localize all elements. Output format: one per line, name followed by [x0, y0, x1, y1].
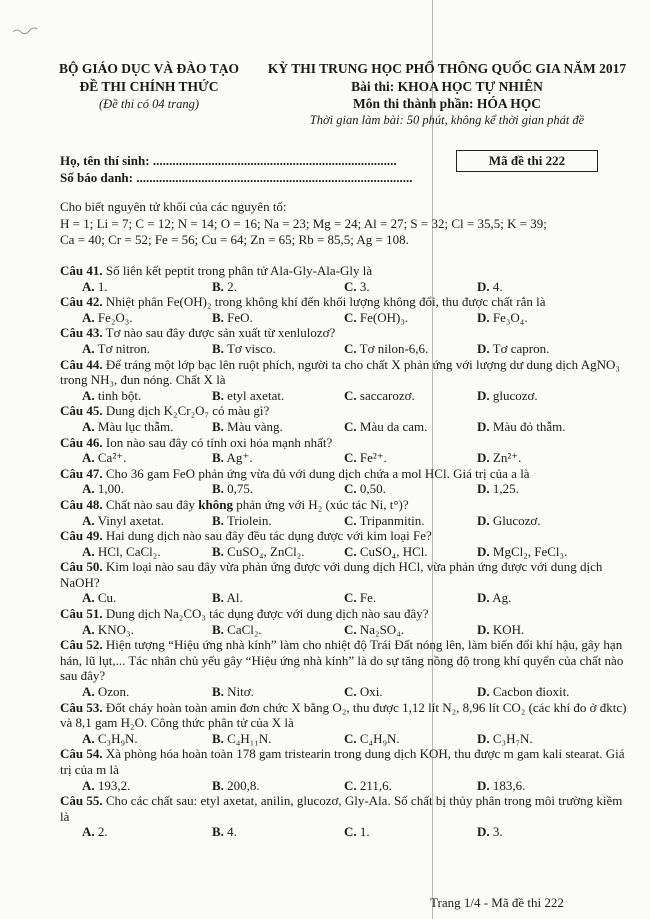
- option-text: 1.: [97, 278, 108, 294]
- answer-options: [60, 450, 628, 466]
- answer-option: [477, 279, 607, 295]
- option-letter: A.: [82, 621, 95, 637]
- option-letter: B.: [212, 418, 224, 434]
- answer-option: [344, 279, 477, 295]
- option-letter: A.: [82, 824, 95, 840]
- answer-option: [344, 388, 477, 404]
- answer-option: [212, 481, 344, 497]
- answer-option: [212, 731, 344, 747]
- option-letter: C.: [344, 340, 357, 356]
- option-letter: C.: [344, 621, 357, 637]
- question-number: Câu 43.: [60, 325, 103, 341]
- question-stem: [60, 466, 628, 482]
- subject-line: Bài thi: KHOA HỌC TỰ NHIÊN: [351, 79, 543, 94]
- option-text: 200,8.: [227, 777, 260, 793]
- answer-option: [477, 731, 607, 747]
- question-text: Dung dịch Na₂CO₃ tác dụng được với dung dịch nào sau đây?: [105, 606, 429, 622]
- question: [60, 793, 628, 840]
- option-text: HCl, CaCl₂.: [97, 543, 161, 559]
- question-list: [60, 263, 628, 840]
- answer-option: [82, 544, 212, 560]
- page-footer: Trang 1/4 - Mã đề thi 222: [430, 895, 564, 910]
- option-text: KOH.: [492, 621, 525, 637]
- option-text: Màu lục thẫm.: [97, 418, 174, 434]
- answer-option: [477, 622, 607, 638]
- answer-option: [212, 824, 344, 840]
- question-text: Hiện tượng “Hiệu ứng nhà kính” làm cho nhiệt độ Trái Đất nóng lên, làm biến đổi khí hậu, gây hạn hán, lũ lụt,... Tác nhân chủ yếu gây “Hiệu ứng nhà kính” là do sự tăng nồng độ trong khí quyển của chất nào sau đây?: [60, 637, 624, 684]
- question: [60, 746, 628, 793]
- option-letter: B.: [212, 512, 224, 528]
- answer-option: [212, 450, 344, 466]
- answer-options: [60, 590, 628, 606]
- option-letter: D.: [477, 387, 490, 403]
- answer-option: [212, 590, 344, 606]
- answer-option: [477, 450, 607, 466]
- question-text: Kim loại nào sau đây vừa phản ứng được với dung dịch HCl, vừa phản ứng được với dung dịch NaOH?: [60, 559, 603, 590]
- option-letter: D.: [477, 278, 490, 294]
- candidate-name-field: Họ, tên thí sinh: ...........................................................................: [60, 153, 397, 168]
- option-letter: D.: [477, 481, 490, 497]
- answer-option: [344, 824, 477, 840]
- question-text: Cho 36 gam FeO phản ứng vừa đủ với dung dịch chứa a mol HCl. Giá trị của a là: [105, 465, 530, 481]
- option-letter: D.: [477, 777, 490, 793]
- option-letter: D.: [477, 309, 490, 325]
- option-letter: A.: [82, 481, 95, 497]
- option-text: Màu vàng.: [227, 418, 283, 434]
- answer-option: [212, 622, 344, 638]
- option-text: CaCl₂.: [227, 621, 262, 637]
- question-stem: [60, 403, 628, 419]
- option-text: Fe²⁺.: [359, 450, 387, 466]
- option-text: 0,50.: [359, 481, 386, 497]
- answer-options: [60, 731, 628, 747]
- answer-option: [82, 310, 212, 326]
- option-letter: B.: [212, 309, 224, 325]
- option-letter: C.: [344, 684, 357, 700]
- option-text: Ag⁺.: [226, 450, 253, 466]
- answer-option: [82, 481, 212, 497]
- option-letter: A.: [82, 418, 95, 434]
- option-letter: D.: [477, 340, 490, 356]
- option-text: Na₂SO₄.: [359, 621, 404, 637]
- question: [60, 528, 628, 559]
- question-stem: [60, 497, 628, 513]
- answer-option: [82, 684, 212, 700]
- answer-options: [60, 388, 628, 404]
- atomic-masses-line: H = 1; Li = 7; C = 12; N = 14; O = 16; Na = 23; Mg = 24; Al = 27; S = 32; Cl = 35,5; K = 39;: [60, 215, 547, 231]
- option-letter: A.: [82, 543, 95, 559]
- answer-option: [212, 419, 344, 435]
- answer-option: [82, 419, 212, 435]
- question-number: Câu 42.: [60, 294, 103, 310]
- question: [60, 606, 628, 637]
- question-number: Câu 46.: [60, 434, 103, 450]
- option-text: 193,2.: [97, 777, 131, 793]
- option-text: 3.: [492, 824, 503, 840]
- option-letter: A.: [82, 777, 95, 793]
- option-text: Fe₃O₄.: [492, 309, 528, 325]
- answer-option: [477, 513, 607, 529]
- option-text: saccarozơ.: [359, 387, 415, 403]
- header-left: [54, 60, 244, 113]
- header-right: [262, 60, 632, 129]
- answer-option: [344, 622, 477, 638]
- answer-option: [82, 450, 212, 466]
- answer-option: [477, 388, 607, 404]
- exam-title: KỲ THI TRUNG HỌC PHỔ THÔNG QUỐC GIA NĂM 2017: [267, 61, 627, 76]
- option-text: tinh bột.: [97, 387, 142, 403]
- option-text: Tơ capron.: [492, 340, 550, 356]
- option-letter: B.: [212, 684, 224, 700]
- answer-option: [344, 419, 477, 435]
- question: [60, 403, 628, 434]
- option-text: C₄H₉N.: [359, 730, 400, 746]
- option-letter: D.: [477, 824, 490, 840]
- option-text: etyl axetat.: [227, 387, 285, 403]
- component-subject-line: Môn thi thành phần: HÓA HỌC: [353, 96, 541, 111]
- question: [60, 294, 628, 325]
- answer-option: [344, 590, 477, 606]
- question: [60, 700, 628, 747]
- answer-option: [82, 824, 212, 840]
- answer-options: [60, 481, 628, 497]
- exam-code-box: Mã đề thi 222: [456, 150, 598, 172]
- question-number: Câu 52.: [60, 637, 103, 653]
- answer-option: [477, 310, 607, 326]
- option-text: 1,00.: [97, 481, 124, 497]
- answer-option: [344, 481, 477, 497]
- answer-option: [82, 622, 212, 638]
- option-text: Nitơ.: [227, 684, 254, 700]
- answer-option: [82, 778, 212, 794]
- option-text: Vinyl axetat.: [97, 512, 165, 528]
- option-letter: B.: [212, 621, 224, 637]
- question: [60, 263, 628, 294]
- option-letter: C.: [344, 278, 357, 294]
- option-letter: D.: [477, 512, 490, 528]
- answer-option: [212, 544, 344, 560]
- option-letter: C.: [344, 512, 357, 528]
- option-text: Cacbon đioxit.: [492, 684, 570, 700]
- option-letter: B.: [212, 730, 224, 746]
- option-text: Fe₂O₃.: [97, 309, 133, 325]
- answer-options: [60, 279, 628, 295]
- answer-option: [212, 388, 344, 404]
- answer-option: [477, 341, 607, 357]
- option-letter: B.: [212, 340, 224, 356]
- answer-option: [344, 778, 477, 794]
- answer-option: [212, 310, 344, 326]
- answer-options: [60, 778, 628, 794]
- option-text: Tơ nitron.: [97, 340, 151, 356]
- option-letter: B.: [212, 824, 224, 840]
- option-text: Zn²⁺.: [492, 450, 522, 466]
- question-text: Cho các chất sau: etyl axetat, anilin, glucozơ, Gly-Ala. Số chất bị thủy phân trong môi trường kiềm là: [60, 793, 623, 824]
- question-text: Chất nào sau đây: [105, 496, 199, 512]
- option-text: 3.: [359, 278, 370, 294]
- atomic-masses-intro: Cho biết nguyên tử khối của các nguyên tố:: [60, 199, 287, 214]
- answer-options: [60, 341, 628, 357]
- question-stem: [60, 746, 628, 777]
- question-stem: [60, 294, 628, 310]
- option-letter: B.: [212, 777, 224, 793]
- question-text: Nhiệt phân Fe(OH)₂ trong không khí đến khối lượng không đổi, thu được chất rắn là: [105, 294, 546, 310]
- question-number: Câu 54.: [60, 746, 103, 762]
- option-letter: D.: [477, 684, 490, 700]
- question-text: Để tráng một lớp bạc lên ruột phích, người ta cho chất X phản ứng với lượng dư dung dịch AgNO₃ trong NH₃, đun nóng. Chất X là: [60, 356, 620, 388]
- question: [60, 325, 628, 356]
- answer-option: [344, 544, 477, 560]
- option-letter: C.: [344, 309, 357, 325]
- option-letter: A.: [82, 450, 95, 466]
- option-text: CuSO₄, HCl.: [359, 543, 428, 559]
- question: [60, 357, 628, 404]
- option-letter: B.: [212, 481, 224, 497]
- option-text: Al.: [226, 590, 243, 606]
- answer-option: [82, 341, 212, 357]
- option-text: Oxi.: [359, 684, 383, 700]
- option-letter: D.: [477, 543, 490, 559]
- question-stem: [60, 700, 628, 731]
- option-letter: C.: [344, 481, 357, 497]
- answer-options: [60, 684, 628, 700]
- option-letter: C.: [344, 824, 357, 840]
- answer-option: [344, 684, 477, 700]
- answer-option: [344, 341, 477, 357]
- option-letter: A.: [82, 387, 95, 403]
- option-text: C₃H₉N.: [97, 730, 138, 746]
- answer-option: [82, 388, 212, 404]
- option-letter: D.: [477, 730, 490, 746]
- option-text: Cu.: [97, 590, 117, 606]
- option-text: Tripanmitin.: [359, 512, 425, 528]
- option-letter: B.: [212, 543, 224, 559]
- question: [60, 559, 628, 606]
- answer-option: [477, 481, 607, 497]
- atomic-masses: [60, 199, 625, 249]
- question-stem: [60, 325, 628, 341]
- option-letter: D.: [477, 621, 490, 637]
- time-limit-line: Thời gian làm bài: 50 phút, không kể thời gian phát đề: [309, 113, 585, 127]
- option-text: 1.: [359, 824, 370, 840]
- option-letter: A.: [82, 512, 95, 528]
- question-text: Dung dịch K₂Cr₂O₇ có màu gì?: [105, 403, 270, 419]
- answer-option: [82, 731, 212, 747]
- candidate-id-field: Số báo danh: .....................................................................................: [60, 170, 413, 185]
- question-text: phản ứng với H₂ (xúc tác Ni, t°)?: [233, 496, 409, 512]
- question-stem: [60, 528, 628, 544]
- option-text: C₃H₇N.: [492, 730, 533, 746]
- option-text: Ca²⁺.: [97, 450, 127, 466]
- answer-option: [212, 778, 344, 794]
- question-number: Câu 53.: [60, 699, 103, 715]
- answer-option: [477, 544, 607, 560]
- option-text: Ozon.: [97, 684, 130, 700]
- option-letter: C.: [344, 777, 357, 793]
- question-stem: [60, 637, 628, 684]
- option-text: 211,6.: [359, 777, 392, 793]
- question-number: Câu 55.: [60, 793, 103, 809]
- option-text: KNO₃.: [97, 621, 134, 637]
- option-text: 0,75.: [227, 481, 254, 497]
- question-stem: [60, 435, 628, 451]
- page-count-note: (Đề thi có 04 trang): [99, 97, 199, 111]
- option-text: 4.: [227, 824, 237, 840]
- answer-option: [212, 513, 344, 529]
- option-text: 2.: [227, 278, 237, 294]
- option-letter: C.: [344, 543, 357, 559]
- question-emphasis: không: [198, 496, 233, 512]
- answer-option: [344, 513, 477, 529]
- option-text: Glucozơ.: [492, 512, 541, 528]
- question-text: Số liên kết peptit trong phân tử Ala-Gly-Ala-Gly là: [105, 263, 373, 278]
- question: [60, 497, 628, 528]
- option-letter: A.: [82, 309, 95, 325]
- answer-option: [82, 590, 212, 606]
- option-letter: C.: [344, 450, 357, 466]
- question-stem: [60, 559, 628, 590]
- option-text: C₄H₁₁N.: [227, 730, 272, 746]
- option-text: Fe(OH)₃.: [359, 309, 409, 325]
- question-stem: [60, 606, 628, 622]
- question-text: Tơ nào sau đây được sản xuất từ xenlulozơ?: [105, 325, 336, 341]
- option-text: 1,25.: [492, 481, 519, 497]
- option-letter: A.: [82, 590, 95, 606]
- question-number: Câu 41.: [60, 263, 103, 278]
- option-text: 2.: [97, 824, 108, 840]
- question-stem: [60, 357, 628, 388]
- answer-option: [477, 684, 607, 700]
- question-number: Câu 48.: [60, 496, 103, 512]
- answer-option: [212, 341, 344, 357]
- option-letter: C.: [344, 387, 357, 403]
- atomic-masses-line: Ca = 40; Cr = 52; Fe = 56; Cu = 64; Zn = 65; Rb = 85,5; Ag = 108.: [60, 232, 409, 247]
- option-letter: C.: [344, 590, 357, 606]
- answer-option: [344, 731, 477, 747]
- question-number: Câu 45.: [60, 403, 103, 419]
- option-letter: A.: [82, 278, 95, 294]
- pen-mark-icon: [12, 26, 38, 36]
- option-text: Tơ nilon-6,6.: [359, 340, 429, 356]
- option-letter: C.: [344, 730, 357, 746]
- answer-option: [344, 450, 477, 466]
- answer-options: [60, 544, 628, 560]
- question: [60, 466, 628, 497]
- question-number: Câu 47.: [60, 465, 103, 481]
- question: [60, 637, 628, 699]
- option-text: Ag.: [492, 590, 512, 606]
- official-exam-label: ĐỀ THI CHÍNH THỨC: [79, 79, 219, 94]
- answer-options: [60, 513, 628, 529]
- question-text: Xà phòng hóa hoàn toàn 178 gam tristearin trong dung dịch KOH, thu được m gam kali stearat. Giá trị của m là: [60, 746, 625, 777]
- question-number: Câu 51.: [60, 606, 103, 622]
- option-letter: A.: [82, 730, 95, 746]
- answer-options: [60, 310, 628, 326]
- option-letter: B.: [212, 278, 224, 294]
- option-text: MgCl₂, FeCl₃.: [492, 543, 568, 559]
- answer-option: [477, 778, 607, 794]
- question-text: Đốt cháy hoàn toàn amin đơn chức X bằng O₂, thu được 1,12 lít N₂, 8,96 lít CO₂ (các khí đo ở đktc) và 8,1 gam H₂O. Công thức phân tử của X là: [60, 699, 627, 731]
- option-text: CuSO₄, ZnCl₂.: [227, 543, 305, 559]
- option-letter: A.: [82, 684, 95, 700]
- option-text: 4.: [492, 278, 503, 294]
- answer-option: [82, 279, 212, 295]
- answer-option: [344, 310, 477, 326]
- answer-option: [82, 513, 212, 529]
- ministry-name: BỘ GIÁO DỤC VÀ ĐÀO TẠO: [59, 61, 239, 76]
- option-letter: A.: [82, 340, 95, 356]
- option-letter: D.: [477, 418, 490, 434]
- option-letter: D.: [477, 590, 490, 606]
- option-text: 183,6.: [492, 777, 526, 793]
- option-text: Triolein.: [226, 512, 272, 528]
- option-text: glucozơ.: [492, 387, 538, 403]
- option-text: FeO.: [227, 309, 253, 325]
- option-text: Màu đỏ thẫm.: [492, 418, 566, 434]
- answer-option: [212, 279, 344, 295]
- question-stem: [60, 793, 628, 824]
- option-letter: B.: [212, 590, 224, 606]
- question-text: Hai dung dịch nào sau đây đều tác dụng được với kim loại Fe?: [105, 528, 432, 544]
- question-stem: [60, 263, 628, 279]
- answer-options: [60, 824, 628, 840]
- question-text: Ion nào sau đây có tính oxi hóa mạnh nhất?: [105, 434, 333, 450]
- answer-option: [477, 824, 607, 840]
- answer-option: [477, 419, 607, 435]
- answer-option: [212, 684, 344, 700]
- option-letter: D.: [477, 450, 490, 466]
- question-number: Câu 50.: [60, 559, 103, 575]
- option-letter: B.: [212, 387, 224, 403]
- option-text: Màu da cam.: [359, 418, 428, 434]
- question-number: Câu 44.: [60, 356, 103, 372]
- answer-options: [60, 419, 628, 435]
- option-letter: B.: [212, 450, 224, 466]
- question-number: Câu 49.: [60, 528, 103, 544]
- option-text: Fe.: [359, 590, 377, 606]
- question: [60, 435, 628, 466]
- option-text: Tơ visco.: [226, 340, 276, 356]
- candidate-info: [60, 152, 412, 186]
- answer-options: [60, 622, 628, 638]
- option-letter: C.: [344, 418, 357, 434]
- answer-option: [477, 590, 607, 606]
